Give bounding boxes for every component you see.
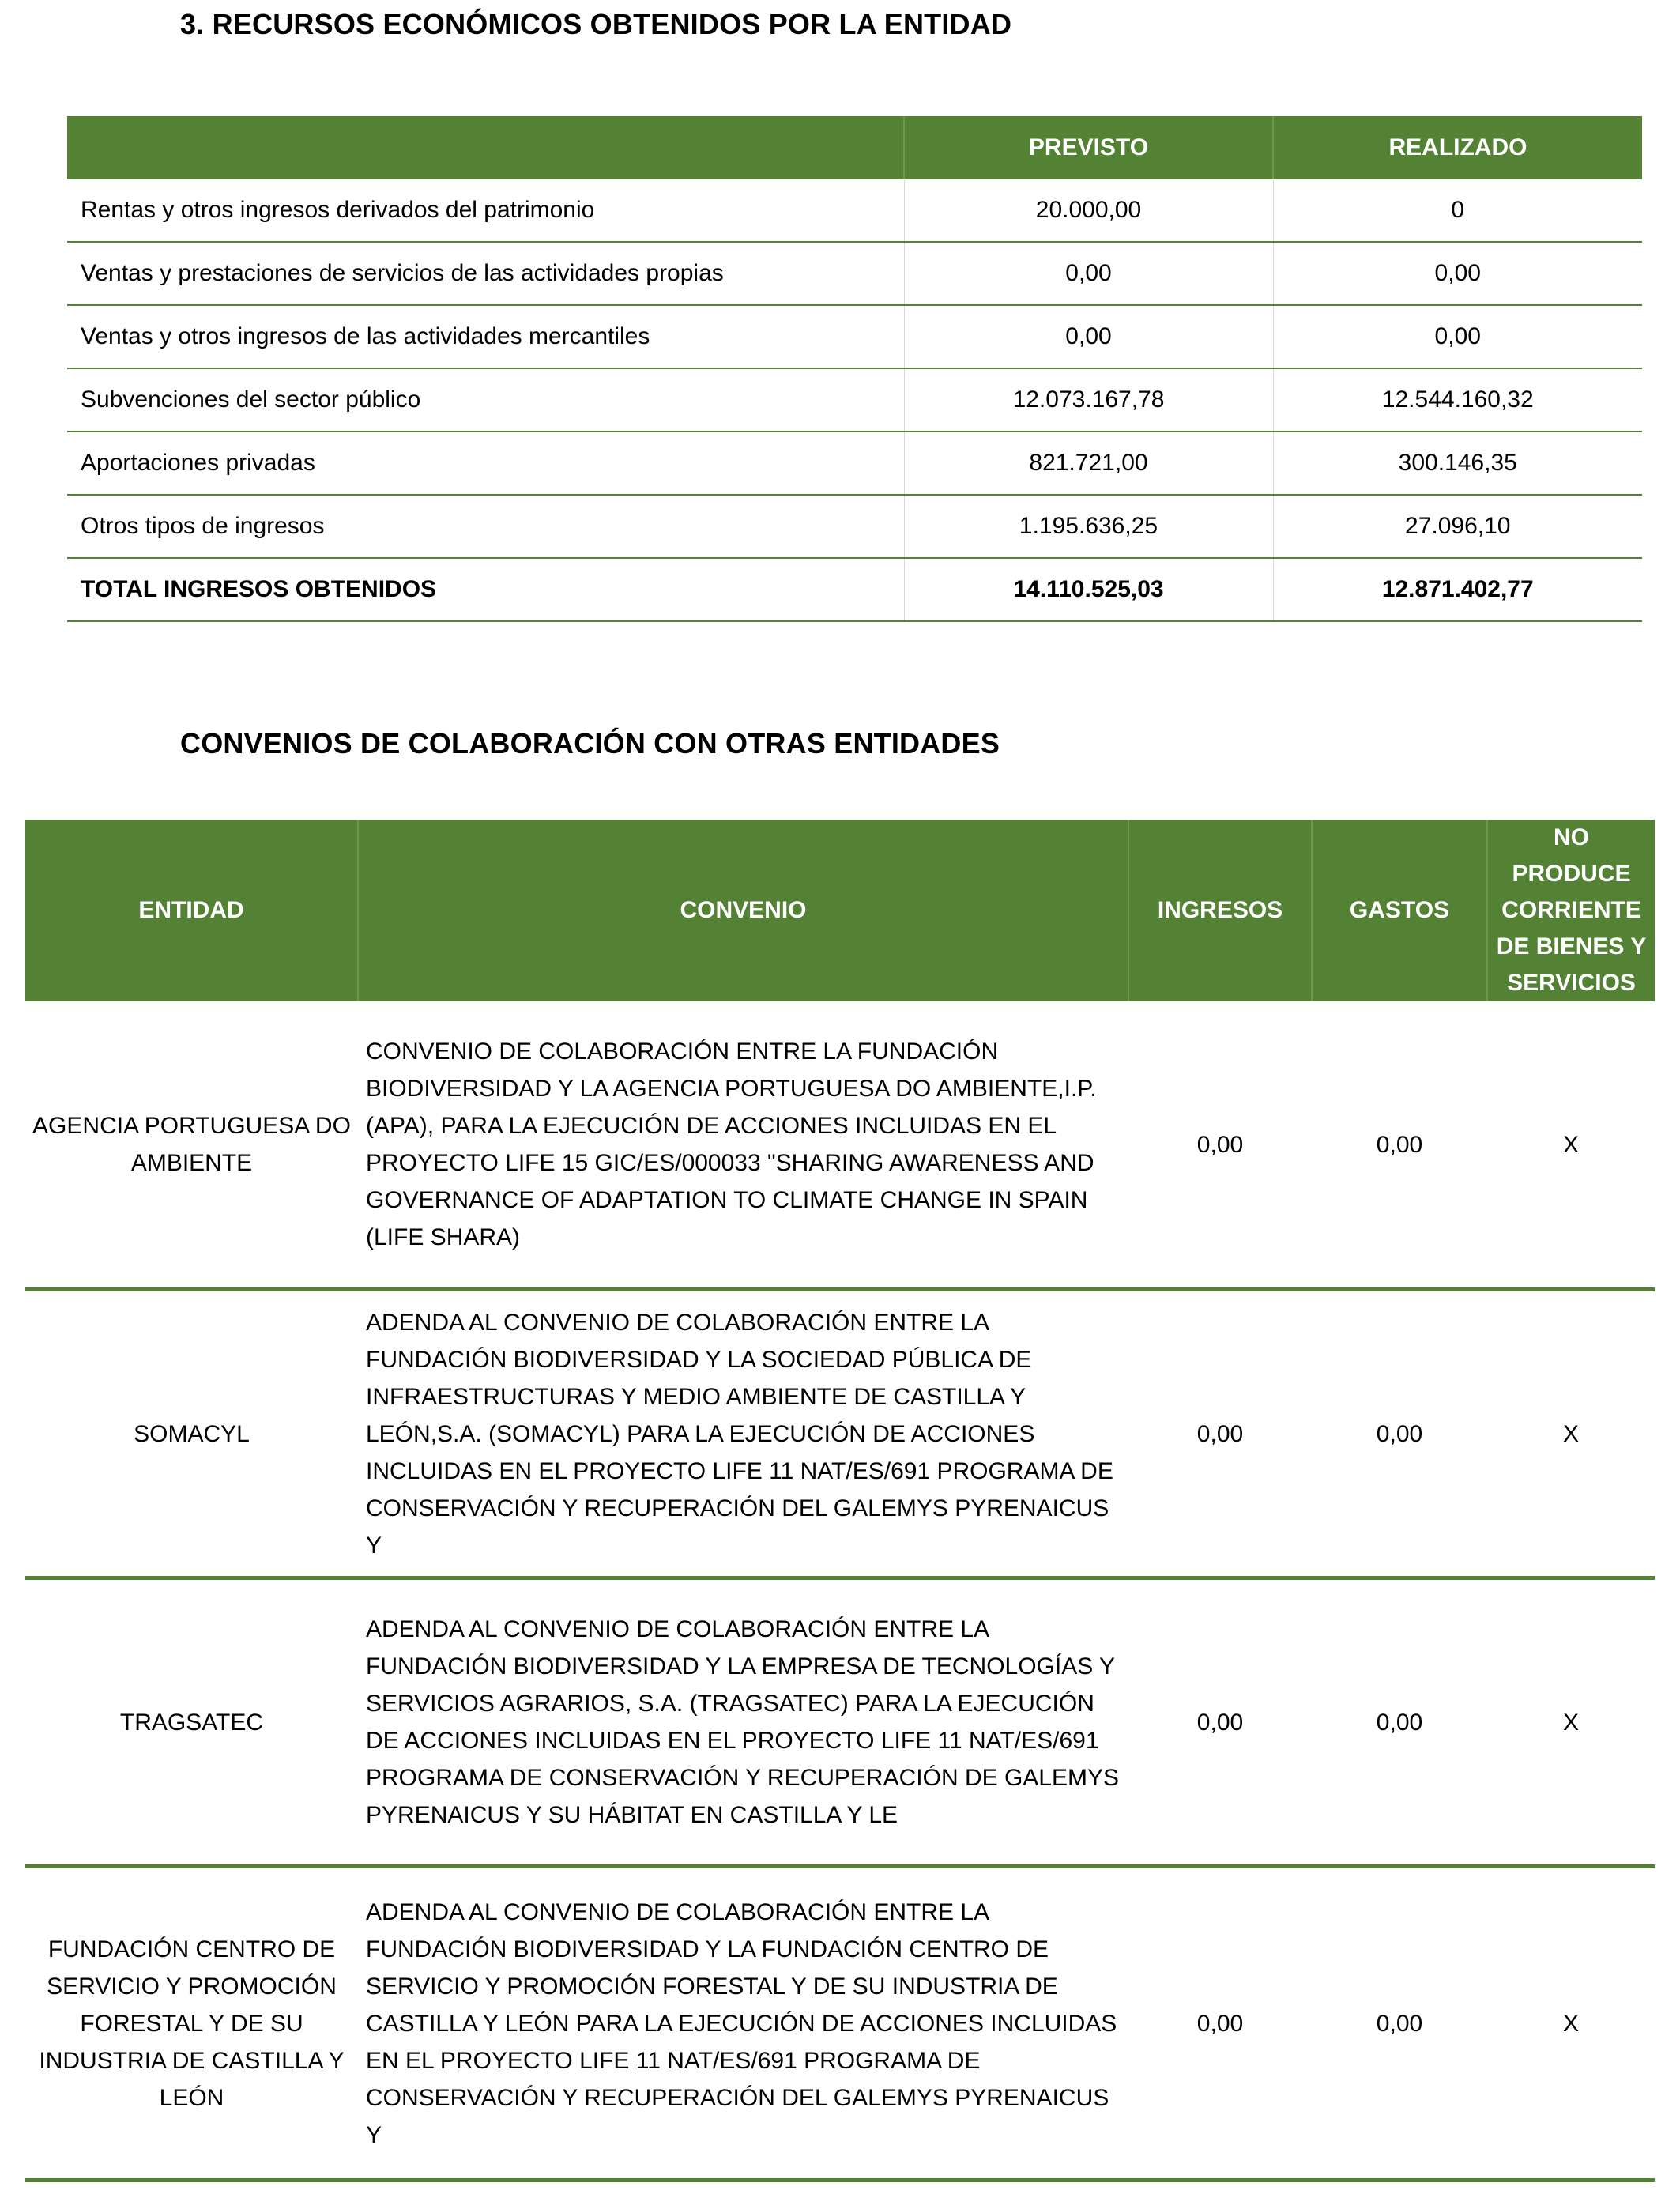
row-realizado: 12.544.160,32 [1273,368,1642,432]
row-ingresos: 0,00 [1128,1290,1312,1578]
section-title-convenios: CONVENIOS DE COLABORACIÓN CON OTRAS ENTIDADES [180,727,1000,760]
row-previsto: 821.721,00 [904,432,1273,495]
row-entidad: AGENCIA PORTUGUESA DO AMBIENTE [25,1001,358,1290]
row-realizado: 0,00 [1273,242,1642,305]
row-no-produce: X [1487,1867,1655,2181]
row-previsto: 12.073.167,78 [904,368,1273,432]
header-gastos: GASTOS [1312,820,1487,1001]
table-row [67,179,1642,242]
header-no-produce: NO PRODUCE CORRIENTE DE BIENES Y SERVICIOS [1487,820,1655,1001]
row-label: Otros tipos de ingresos [67,495,904,558]
convenios-header-row [25,820,1655,1001]
row-label: Ventas y otros ingresos de las actividades mercantiles [67,305,904,368]
row-entidad: FUNDACIÓN CENTRO DE SERVICIO Y PROMOCIÓN FORESTAL Y DE SU INDUSTRIA DE CASTILLA Y LEÓN [25,1867,358,2181]
row-ingresos: 0,00 [1128,1578,1312,1867]
row-convenio: ADENDA AL CONVENIO DE COLABORACIÓN ENTRE LA FUNDACIÓN BIODIVERSIDAD Y LA FUNDACIÓN CENTRO DE SERVICIO Y PROMOCIÓN FORESTAL Y DE SU INDUSTRIA DE CASTILLA Y LEÓN PARA LA EJECUCIÓN DE ACCIONES INCLUIDAS EN EL PROYECTO LIFE 11 NAT/ES/691 PROGRAMA DE CONSERVACIÓN Y RECUPERACIÓN DEL GALEMYS PYRENAICUS Y [358,1867,1128,2181]
row-gastos: 0,00 [1312,1578,1487,1867]
row-ingresos: 0,00 [1128,1867,1312,2181]
table-row [25,1867,1655,2181]
recursos-header-row [67,116,1642,179]
header-concepto [67,116,904,179]
total-label: TOTAL INGRESOS OBTENIDOS [67,558,904,621]
table-row [67,432,1642,495]
row-previsto: 20.000,00 [904,179,1273,242]
table-row [25,1578,1655,1867]
row-no-produce: X [1487,1578,1655,1867]
row-entidad: SOMACYL [25,1290,358,1578]
table-row [67,305,1642,368]
header-convenio: CONVENIO [358,820,1128,1001]
row-gastos: 0,00 [1312,1001,1487,1290]
total-previsto: 14.110.525,03 [904,558,1273,621]
table-row [67,242,1642,305]
total-row [67,558,1642,621]
row-realizado: 27.096,10 [1273,495,1642,558]
row-ingresos: 0,00 [1128,1001,1312,1290]
row-label: Rentas y otros ingresos derivados del patrimonio [67,179,904,242]
row-label: Ventas y prestaciones de servicios de las actividades propias [67,242,904,305]
recursos-table [67,116,1642,622]
header-ingresos: INGRESOS [1128,820,1312,1001]
row-no-produce: X [1487,1001,1655,1290]
table-row [67,495,1642,558]
row-no-produce: X [1487,1290,1655,1578]
table-row [67,368,1642,432]
row-previsto: 0,00 [904,305,1273,368]
row-previsto: 0,00 [904,242,1273,305]
row-convenio: ADENDA AL CONVENIO DE COLABORACIÓN ENTRE LA FUNDACIÓN BIODIVERSIDAD Y LA EMPRESA DE TECNOLOGÍAS Y SERVICIOS AGRARIOS, S.A. (TRAGSATEC) PARA LA EJECUCIÓN DE ACCIONES INCLUIDAS EN EL PROYECTO LIFE 11 NAT/ES/691 PROGRAMA DE CONSERVACIÓN Y RECUPERACIÓN DE GALEMYS PYRENAICUS Y SU HÁBITAT EN CASTILLA Y LE [358,1578,1128,1867]
header-previsto: PREVISTO [904,116,1273,179]
convenios-table [25,820,1655,2182]
row-gastos: 0,00 [1312,1290,1487,1578]
row-realizado: 300.146,35 [1273,432,1642,495]
row-convenio: ADENDA AL CONVENIO DE COLABORACIÓN ENTRE LA FUNDACIÓN BIODIVERSIDAD Y LA SOCIEDAD PÚBLICA DE INFRAESTRUCTURAS Y MEDIO AMBIENTE DE CASTILLA Y LEÓN,S.A. (SOMACYL) PARA LA EJECUCIÓN DE ACCIONES INCLUIDAS EN EL PROYECTO LIFE 11 NAT/ES/691 PROGRAMA DE CONSERVACIÓN Y RECUPERACIÓN DEL GALEMYS PYRENAICUS Y [358,1290,1128,1578]
header-entidad: ENTIDAD [25,820,358,1001]
row-realizado: 0 [1273,179,1642,242]
row-gastos: 0,00 [1312,1867,1487,2181]
row-label: Aportaciones privadas [67,432,904,495]
row-entidad: TRAGSATEC [25,1578,358,1867]
row-label: Subvenciones del sector público [67,368,904,432]
row-previsto: 1.195.636,25 [904,495,1273,558]
total-realizado: 12.871.402,77 [1273,558,1642,621]
table-row [25,1290,1655,1578]
table-row [25,1001,1655,1290]
section-title-recursos: 3. RECURSOS ECONÓMICOS OBTENIDOS POR LA ENTIDAD [180,8,1012,40]
header-realizado: REALIZADO [1273,116,1642,179]
row-realizado: 0,00 [1273,305,1642,368]
row-convenio: CONVENIO DE COLABORACIÓN ENTRE LA FUNDACIÓN BIODIVERSIDAD Y LA AGENCIA PORTUGUESA DO AMBIENTE,I.P. (APA), PARA LA EJECUCIÓN DE ACCIONES INCLUIDAS EN EL PROYECTO LIFE 15 GIC/ES/000033 "SHARING AWARENESS AND GOVERNANCE OF ADAPTATION TO CLIMATE CHANGE IN SPAIN (LIFE SHARA) [358,1001,1128,1290]
